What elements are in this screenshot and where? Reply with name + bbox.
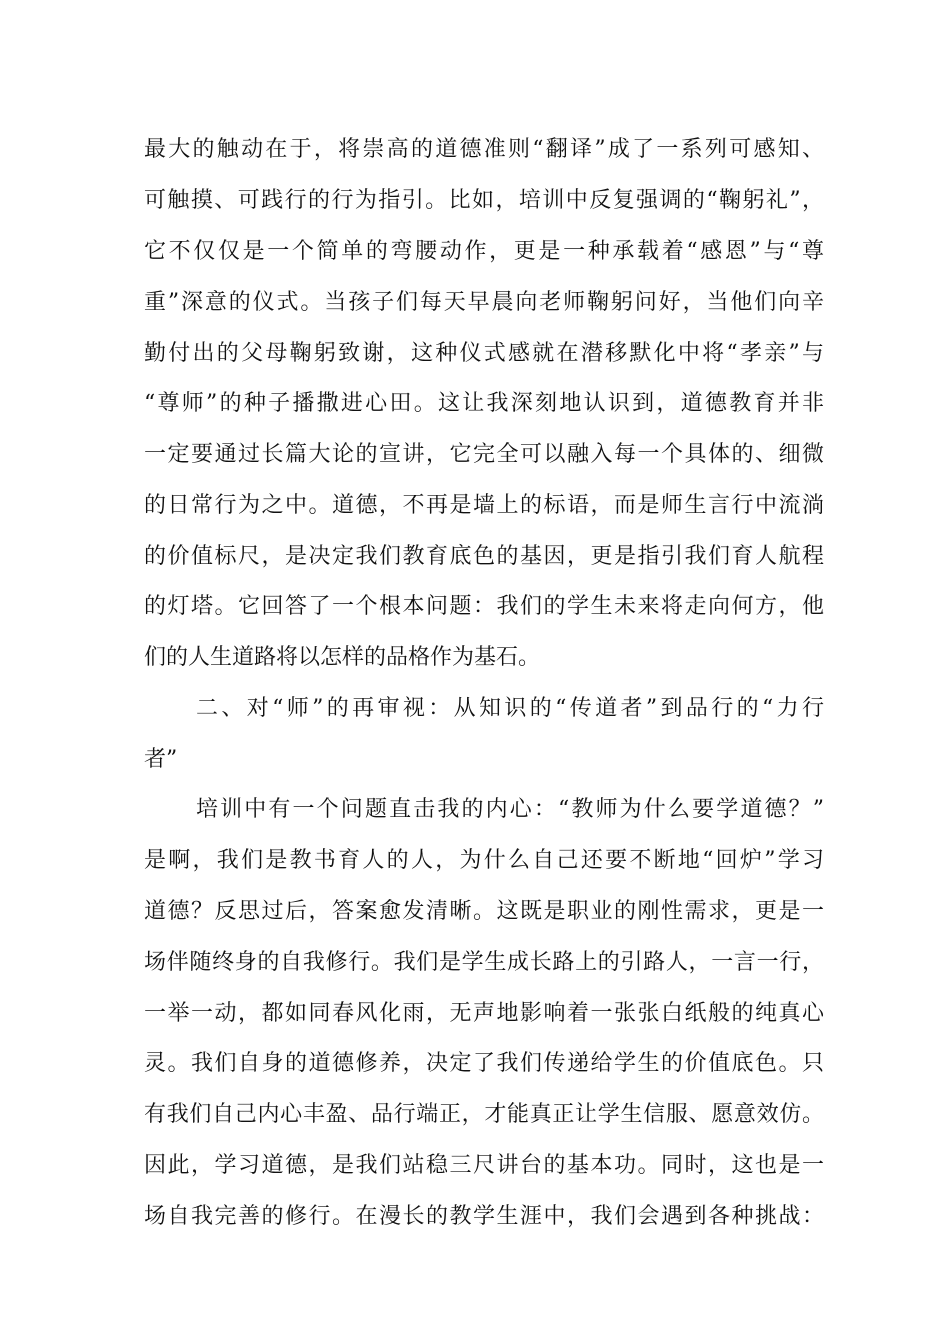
- section-heading: 二、对“师”的再审视：从知识的“传道者”到品行的“力行: [196, 696, 824, 721]
- text-line: 灵。我们自身的道德修养，决定了我们传递给学生的价值底色。只: [144, 1051, 824, 1076]
- text-line: 一定要通过长篇大论的宣讲，它完全可以融入每一个具体的、细微: [144, 442, 824, 467]
- text-line: 们的人生道路将以怎样的品格作为基石。: [144, 645, 541, 670]
- text-line: 道德？反思过后，答案愈发清晰。这既是职业的刚性需求，更是一: [144, 899, 824, 924]
- text-line: 因此，学习道德，是我们站稳三尺讲台的基本功。同时，这也是一: [144, 1153, 824, 1178]
- text-line: 勤付出的父母鞠躬致谢，这种仪式感就在潜移默化中将“孝亲”与: [144, 341, 824, 366]
- text-line: 的灯塔。它回答了一个根本问题：我们的学生未来将走向何方，他: [144, 594, 824, 619]
- text-line: 有我们自己内心丰盈、品行端正，才能真正让学生信服、愿意效仿。: [144, 1102, 824, 1127]
- text-line: 培训中有一个问题直击我的内心：“教师为什么要学道德？”: [196, 797, 824, 822]
- section-heading-continued: 者”: [144, 747, 178, 772]
- text-line: 的价值标尺，是决定我们教育底色的基因，更是指引我们育人航程: [144, 544, 824, 569]
- text-line: 一举一动，都如同春风化雨，无声地影响着一张张白纸般的纯真心: [144, 1001, 824, 1026]
- text-line: 重”深意的仪式。当孩子们每天早晨向老师鞠躬问好，当他们向辛: [144, 290, 824, 315]
- text-line: 场自我完善的修行。在漫长的教学生涯中，我们会遇到各种挑战：: [144, 1204, 824, 1229]
- text-line: 的日常行为之中。道德，不再是墙上的标语，而是师生言行中流淌: [144, 493, 824, 518]
- text-line: “尊师”的种子播撒进心田。这让我深刻地认识到，道德教育并非: [144, 391, 824, 416]
- text-line: 场伴随终身的自我修行。我们是学生成长路上的引路人，一言一行，: [144, 950, 824, 975]
- text-line: 它不仅仅是一个简单的弯腰动作，更是一种承载着“感恩”与“尊: [144, 239, 824, 264]
- text-line: 是啊，我们是教书育人的人，为什么自己还要不断地“回炉”学习: [144, 848, 824, 873]
- text-line: 最大的触动在于，将崇高的道德准则“翻译”成了一系列可感知、: [144, 137, 824, 162]
- text-line: 可触摸、可践行的行为指引。比如，培训中反复强调的“鞠躬礼”，: [144, 188, 824, 213]
